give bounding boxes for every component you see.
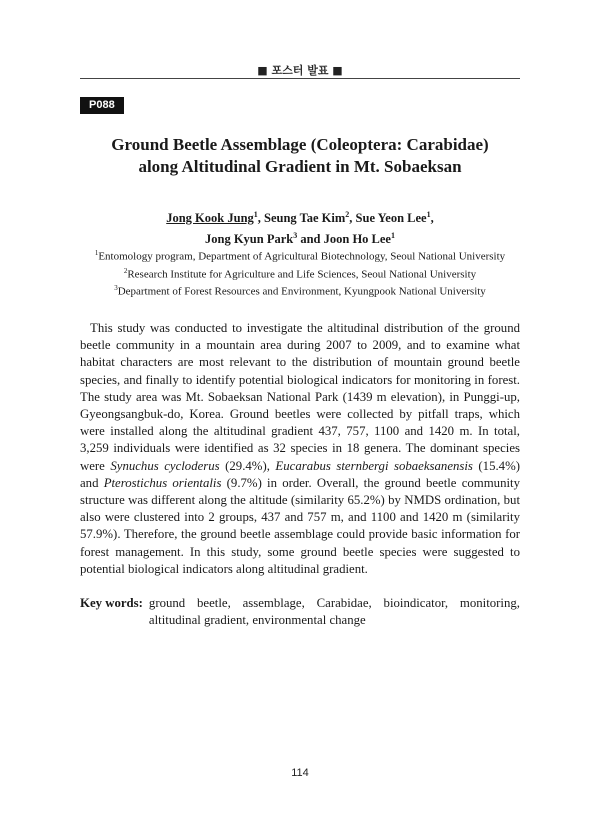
author-affil-marker: 3: [293, 231, 298, 241]
abstract-text: (15.4%) and: [80, 458, 520, 490]
author-affil-marker: 2: [345, 210, 350, 219]
abstract-text: This study was conducted to investigate the altitudinal distribution of the ground beetle community in a mountain area during 2007 to 2009, and to examine what habitat characters are most relevant to the distribution of mountain ground beetle species, and finally to identify potential biological indicators for monitoring in forest. The study area was Mt. Sobaeksan National Park (1439 m elevation), in Punggi-up, Gyeongsangbuk-do, Korea. Ground beetles were collected by pitfall traps, which were installed along the altitudinal gradient 437, 757, 1100 and 1420 m. In total, 3,259 individuals were identified as 32 species in 18 genera. The dominant species were: [80, 321, 520, 473]
affiliation-text: Entomology program, Department of Agricultural Biotechnology, Seoul National University: [98, 250, 506, 263]
abstract-text: (9.7%) in order. Overall, the ground beetle community structure was different along the altitude (similarity 65.2%) by NMDS ordination, but also were clustered into 2 groups, 437 and 757 m, and 1100 and 1420 m (similarity 57.9%). Therefore, the ground beetle assemblage could provide basic information for forest management. In this study, some ground beetle species were suggested to potential biological indicators along altitudinal gradient.: [80, 475, 520, 576]
author-name: Sue Yeon Lee: [355, 211, 427, 226]
author-separator: ,: [430, 211, 434, 226]
affiliation-text: Research Institute for Agriculture and Life Sciences, Seoul National University: [127, 268, 477, 281]
affiliation-marker: 3: [114, 284, 118, 293]
keywords-label: Key words:: [80, 596, 143, 610]
species-name: Synuchus cycloderus: [110, 458, 220, 473]
abstract-text: (29.4%),: [219, 458, 276, 473]
author-name: Seung Tae Kim: [264, 211, 346, 226]
affiliation-marker: 2: [123, 266, 128, 275]
author-affil-marker: 1: [426, 210, 431, 219]
keywords-section: [80, 595, 520, 629]
author-affil-marker: 1: [390, 231, 395, 241]
species-name: Pterostichus orientalis: [103, 475, 222, 490]
header-divider: [80, 78, 520, 79]
title-line-2: along Altitudinal Gradient in Mt. Sobaeksan: [138, 157, 462, 176]
poster-code-badge: P088: [80, 97, 124, 114]
abstract-body: [80, 320, 520, 578]
page-number: 114: [291, 767, 309, 779]
author-name: Joon Ho Lee: [323, 232, 391, 247]
author-name: Jong Kook Jung: [166, 211, 254, 226]
author-list: [60, 206, 540, 248]
author-line-1: [60, 206, 540, 227]
affiliation-list: [40, 246, 560, 299]
author-separator: ,: [349, 211, 356, 226]
affiliation-text: Department of Forest Resources and Environment, Kyungpook National University: [117, 285, 486, 298]
affiliation-item: [40, 264, 560, 282]
affiliation-marker: 1: [94, 249, 99, 257]
author-affil-marker: 1: [253, 210, 258, 219]
paper-title: [60, 134, 540, 178]
author-name: Jong Kyun Park: [205, 232, 294, 247]
section-header: ■ 포스터 발표 ■: [257, 64, 343, 77]
author-separator: and: [297, 232, 324, 247]
keywords-list: ground beetle, assemblage, Carabidae, bioindicator, monitoring, altitudinal gradient, environmental change: [148, 596, 520, 628]
author-separator: ,: [257, 211, 265, 226]
affiliation-item: [40, 246, 560, 264]
affiliation-item: [40, 281, 560, 299]
species-name: Eucarabus sternbergi sobaeksanensis: [275, 458, 473, 473]
title-line-1: Ground Beetle Assemblage (Coleoptera: Carabidae): [111, 135, 489, 154]
